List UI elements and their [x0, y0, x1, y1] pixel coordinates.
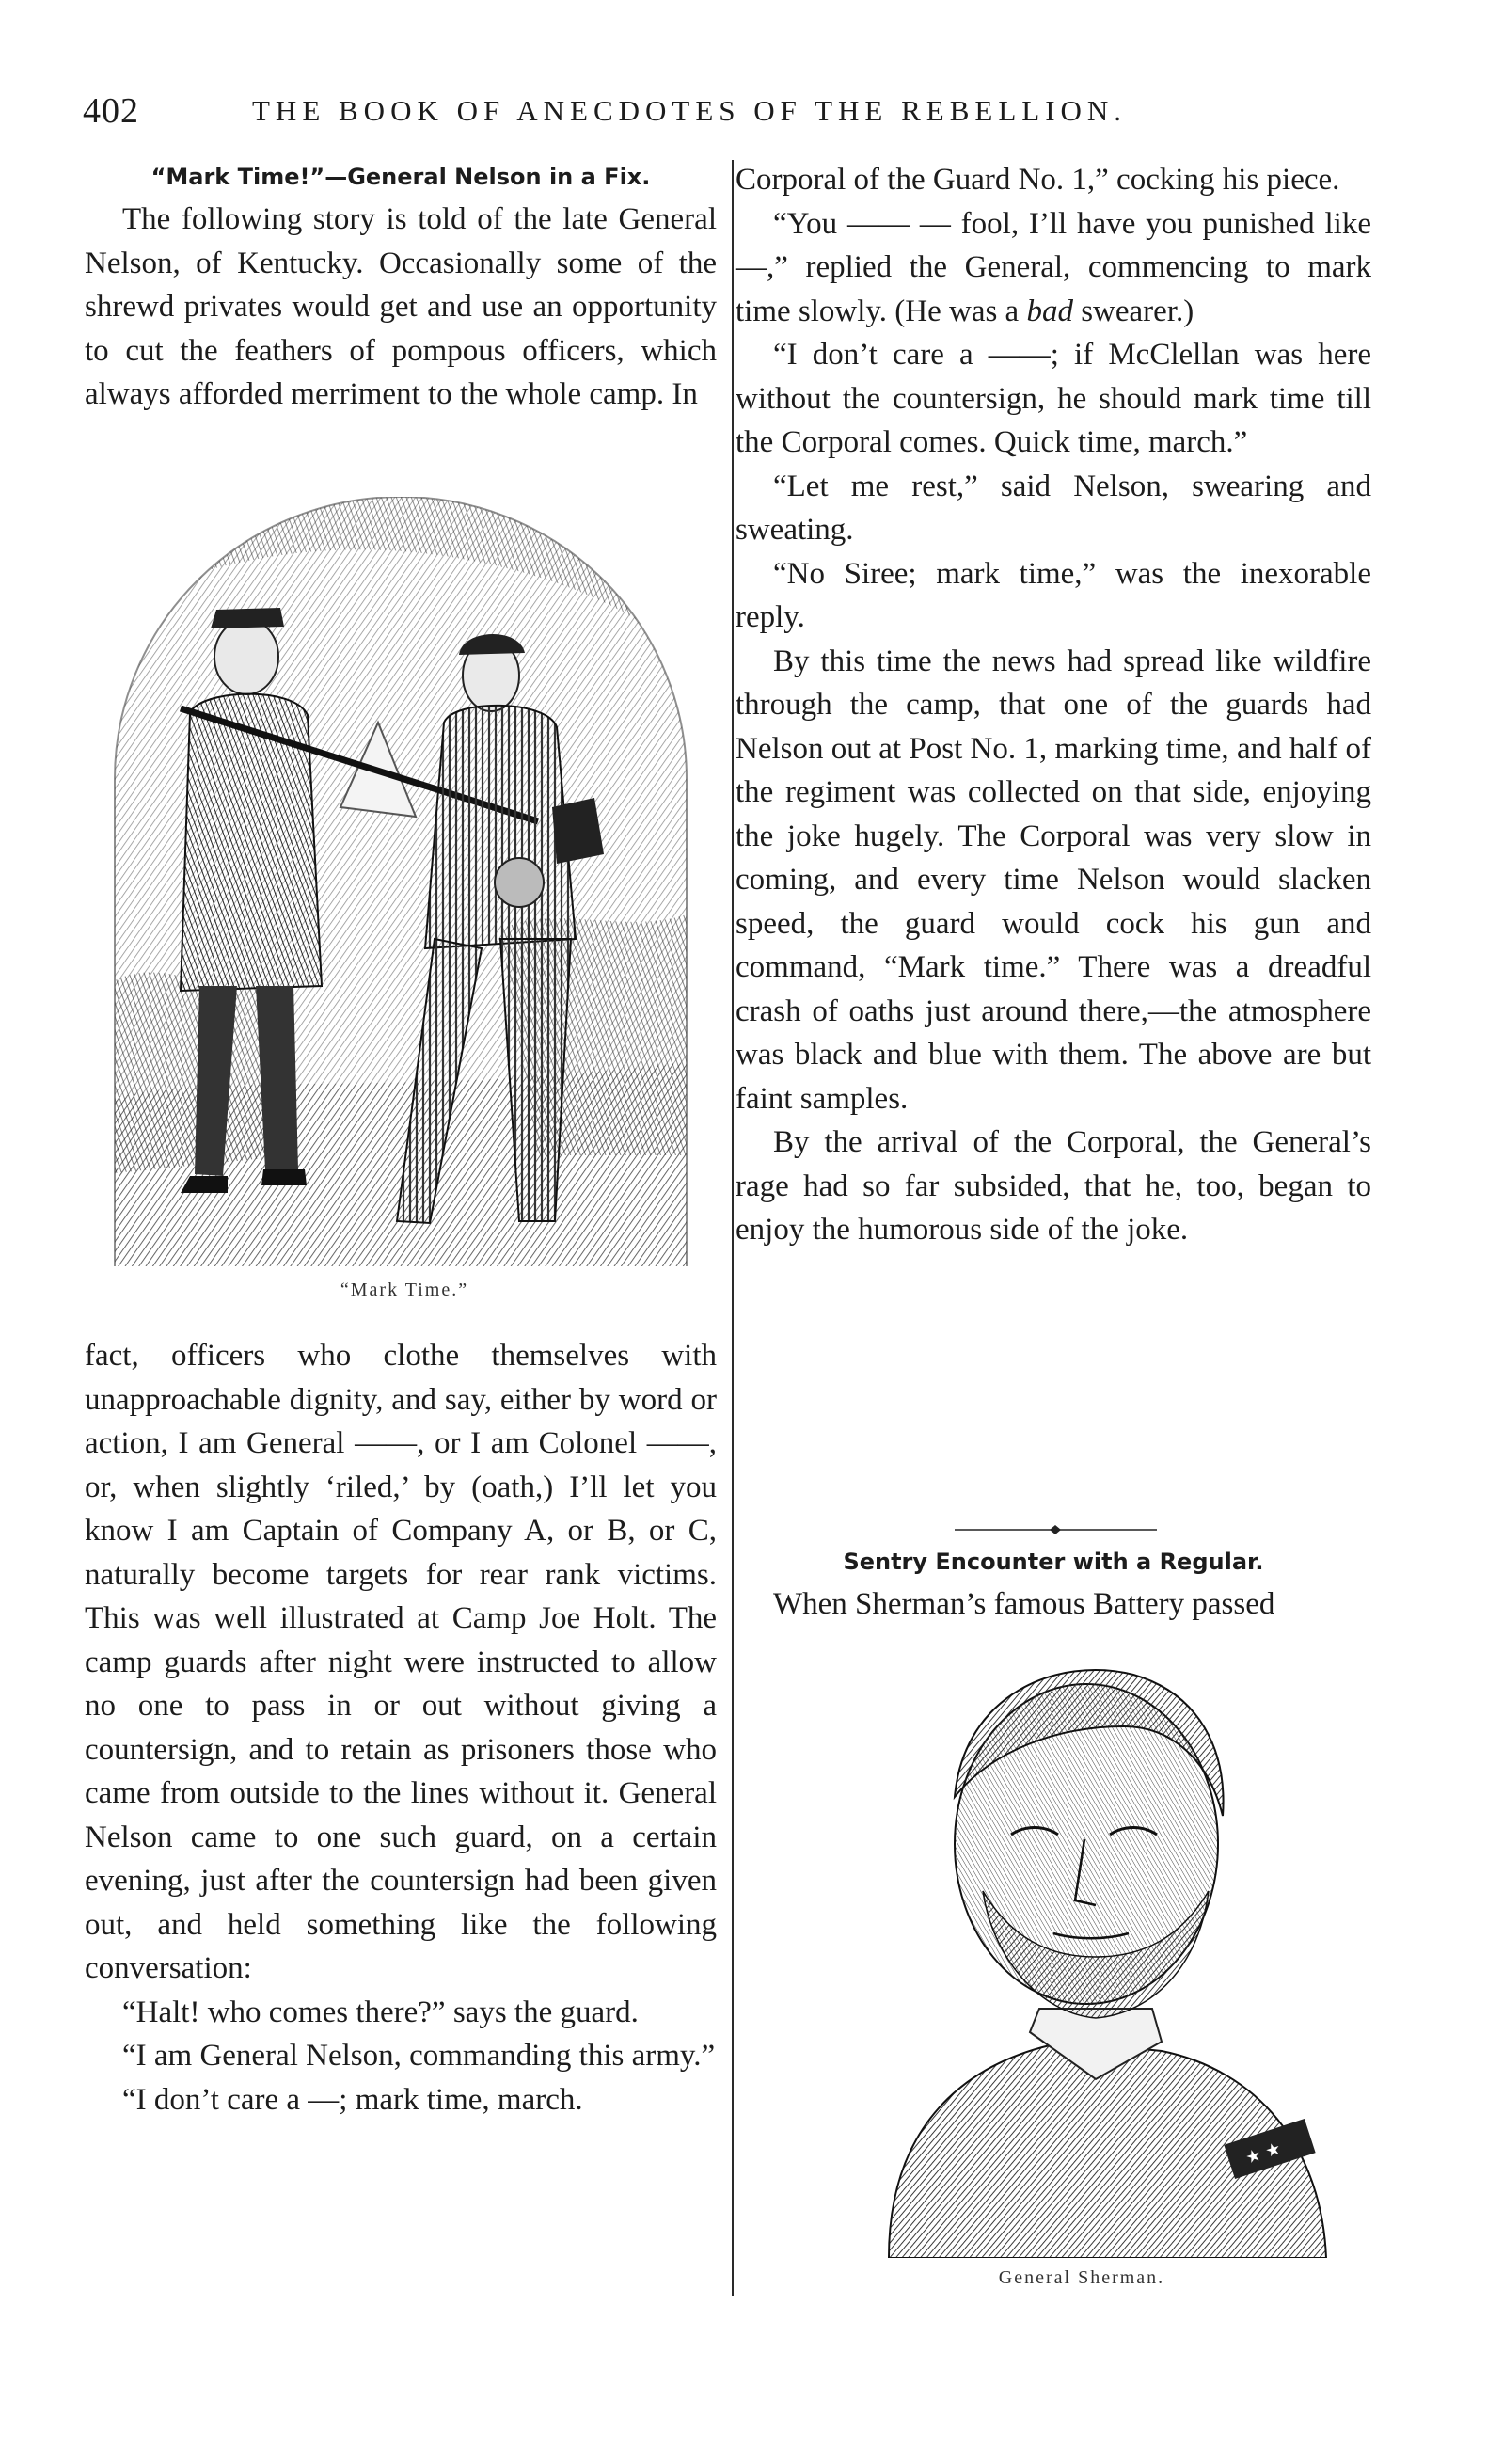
paragraph: By the arrival of the Corporal, the General’s rage had so far subsided, that he, too, began to enjoy the humorous side of the joke. [736, 1125, 1371, 1247]
paragraph: fact, officers who clothe themselves with unapproachable dignity, and say, either by word or action, I am General ——, or I am Colonel ——, or, when slightly ‘riled,’ by (oath,) I’ll let you know I am Captain of Company A, or B, or C, naturally become targets for rear rank victims. This was well illustrated at Camp Joe Holt. The camp guards after night were instructed to allow no one to pass in or out without giving a countersign, and to retain as prisoners those who came from outside to the lines without it. General Nelson came to one such guard, on a certain evening, just after the countersign had been given out, and held something like the following conversation: [85, 1339, 717, 1985]
page-number: 402 [83, 91, 139, 131]
paragraph: “No Siree; mark time,” was the inexorable reply. [736, 556, 1371, 634]
paragraph: “Halt! who comes there?” says the guard. [122, 1995, 639, 2029]
paragraph: “Let me rest,” said Nelson, swearing and sweating. [736, 469, 1371, 547]
section-separator [955, 1523, 1157, 1536]
paragraph-text: “You —— — fool, I’ll have you punished like —,” replied the General, commencing to mark time slowly. (He was a [736, 206, 1371, 328]
paragraph: When Sherman’s famous Battery passed [773, 1587, 1275, 1621]
right-column [736, 158, 1371, 1252]
paragraph: “I don’t care a ——; if McClellan was here without the countersign, he should mark time till the Corporal comes. Quick time, march.” [736, 338, 1371, 459]
illustration-caption: “Mark Time.” [340, 1280, 469, 1300]
running-head [83, 90, 1381, 137]
story-heading: “Mark Time!”—General Nelson in a Fix. [150, 164, 651, 190]
left-column-bottom [85, 1334, 717, 2122]
paragraph: “I am General Nelson, commanding this army.” [122, 2039, 716, 2073]
left-column-top [85, 158, 717, 417]
paragraph: “I don’t care a —; mark time, march. [122, 2082, 583, 2117]
emphasis-text: bad [1026, 294, 1073, 328]
column-divider [732, 160, 734, 2296]
story-heading: Sentry Encounter with a Regular. [843, 1549, 1264, 1575]
paragraph: The following story is told of the late General Nelson, of Kentucky. Occasionally some of the shrewd privates would get and use an opportunity to cut the feathers of pompous officers, which always afforded merriment to the whole camp. In [85, 202, 717, 411]
running-title: THE BOOK OF ANECDOTES OF THE REBELLION. [252, 94, 1128, 127]
paragraph: By this time the news had spread like wildfire through the camp, that one of the guards had Nelson out at Post No. 1, marking time, and half of the regiment was collected on that side, enjoying the joke hugely. The Corporal was very slow in coming, and every time Nelson would slacken speed, the guard would cock his gun and command, “Mark time.” There was a dreadful crash of oaths just around there,—the atmosphere was black and blue with them. The above are but faint samples. [736, 644, 1371, 1116]
paragraph-text: swearer.) [1072, 294, 1194, 328]
right-column-lower [736, 1543, 1371, 1627]
sherman-portrait [851, 1637, 1340, 2258]
paragraph [736, 202, 1371, 334]
svg-text:★ ★: ★ ★ [1242, 2138, 1284, 2169]
portrait-caption: General Sherman. [998, 2267, 1165, 2288]
paragraph: Corporal of the Guard No. 1,” cocking his piece. [736, 163, 1340, 197]
mark-time-illustration [105, 497, 696, 1266]
